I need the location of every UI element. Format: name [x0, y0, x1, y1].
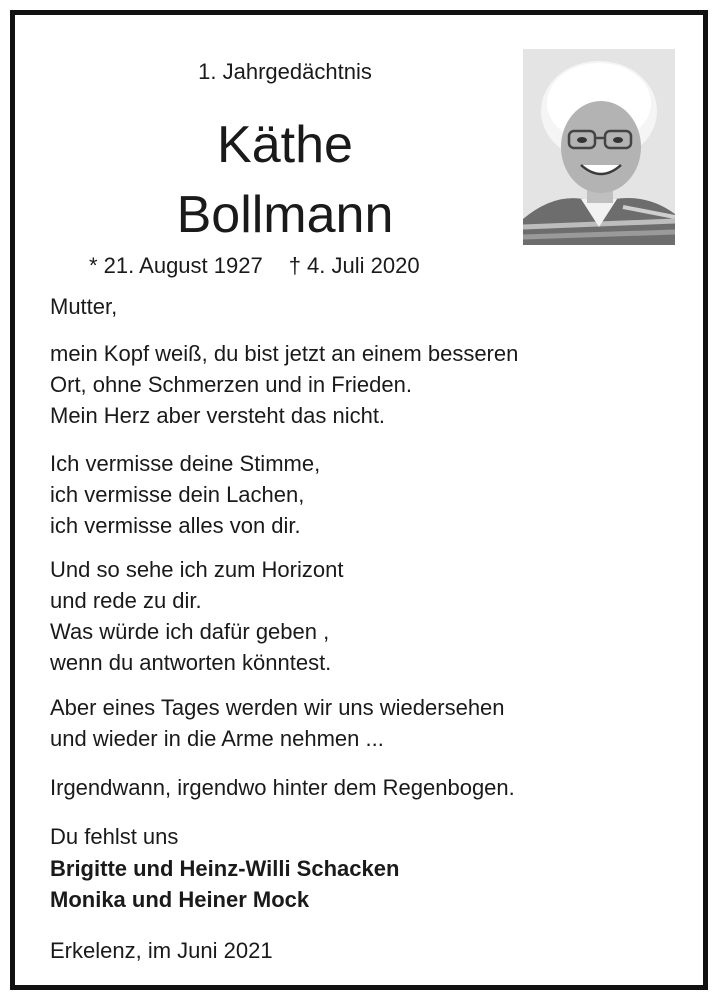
anniversary-heading: 1. Jahrgedächtnis — [198, 59, 372, 84]
place-and-date: Erkelenz, im Juni 2021 — [50, 938, 273, 963]
poem-stanza-3: Und so sehe ich zum Horizont und rede zu dir. Was würde ich dafür geben , wenn du antworten könntest. — [50, 557, 344, 675]
portrait-photo — [523, 49, 675, 245]
deceased-last-name: Bollmann — [176, 186, 394, 244]
obituary-notice — [10, 10, 708, 990]
salutation: Mutter, — [50, 294, 118, 319]
poem-stanza-1: mein Kopf weiß, du bist jetzt an einem besseren Ort, ohne Schmerzen und in Frieden. Mein Herz aber versteht das nicht. — [50, 341, 519, 428]
birth-date: * 21. August 1927 — [89, 253, 263, 278]
life-dates — [89, 253, 420, 279]
signature-family-2: Monika und Heiner Mock — [50, 887, 310, 912]
poem-stanza-4: Aber eines Tages werden wir uns wiedersehen und wieder in die Arme nehmen ... — [50, 695, 505, 751]
signature-family-1: Brigitte und Heinz-Willi Schacken — [50, 856, 400, 881]
portrait-illustration — [523, 49, 675, 245]
deceased-first-name: Käthe — [217, 116, 353, 174]
death-date: † 4. Juli 2020 — [288, 253, 420, 278]
poem-stanza-5: Irgendwann, irgendwo hinter dem Regenbogen. — [50, 775, 515, 800]
signature-intro: Du fehlst uns — [50, 824, 179, 849]
poem-stanza-2: Ich vermisse deine Stimme, ich vermisse dein Lachen, ich vermisse alles von dir. — [50, 451, 321, 538]
